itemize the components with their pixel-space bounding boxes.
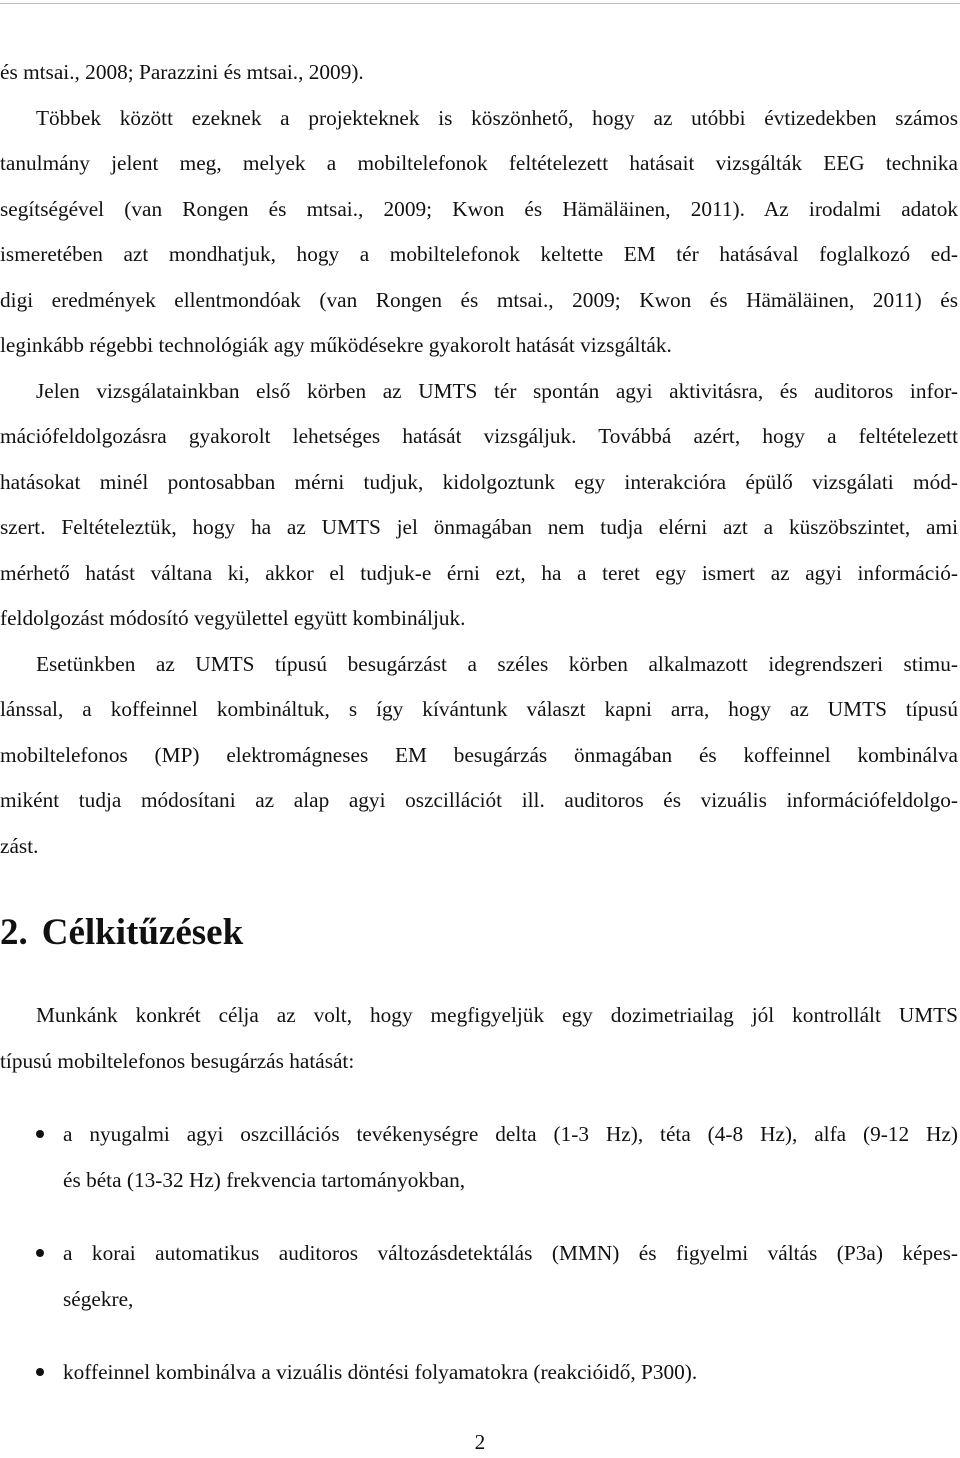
text-line: Esetünkben az UMTS típusú besugárzást a széles körben alkalmazott idegrendszeri stimu- (36, 651, 958, 676)
text-line: mobiltelefonos (MP) elektromágneses EM besugárzás önmagában és koffeinnel kombinálva (0, 742, 958, 767)
text-line: Jelen vizsgálatainkban első körben az UMTS tér spontán agyi aktivitásra, és auditoros infor- (36, 378, 958, 403)
text-line: és mtsai., 2008; Parazzini és mtsai., 2009). (0, 60, 364, 84)
text-line: leginkább régebbi technológiák agy működésekre gyakorolt hatását vizsgálták. (0, 333, 672, 357)
text-line: mérhető hatást váltana ki, akkor el tudjuk-e érni ezt, ha a teret egy ismert az agyi információ- (0, 560, 958, 585)
section-number: 2. (0, 912, 28, 953)
paragraph-caffeine (0, 642, 958, 870)
paragraph-continuation (0, 50, 958, 96)
text-line: lánssal, a koffeinnel kombináltuk, s így kívántunk választ kapni arra, hogy az UMTS típusú (0, 697, 958, 721)
text-line: mációfeldolgozásra gyakorolt lehetséges hatását vizsgáljuk. Továbbá azért, hogy a feltételezett (0, 424, 958, 448)
bullet-icon (36, 1368, 44, 1376)
section-title: Célkitűzések (41, 912, 244, 953)
list-item (0, 1231, 958, 1322)
text-line: digi eredmények ellentmondóak (van Rongen és mtsai., 2009; Kwon és Hämäläinen, 2011) és (0, 287, 958, 312)
bullet-icon (36, 1249, 44, 1257)
text-line: koffeinnel kombinálva a vizuális döntési folyamatokra (reakcióidő, P300). (63, 1360, 698, 1384)
page-body (0, 50, 958, 1396)
text-line: feldolgozást módosító vegyülettel együtt kombináljuk. (0, 606, 466, 630)
text-line: a korai automatikus auditoros változásdetektálás (MMN) és figyelmi váltás (P3a) képes- (63, 1241, 958, 1265)
text-line: Többek között ezeknek a projekteknek is köszönhető, hogy az utóbbi évtizedekben számos (36, 105, 958, 130)
text-line: típusú mobiltelefonos besugárzás hatását: (0, 1048, 355, 1073)
text-line: tanulmány jelent meg, melyek a mobiltelefonok feltételezett hatásait vizsgálták EEG technika (0, 151, 958, 175)
section-heading (0, 903, 958, 963)
paragraph-aim (0, 993, 958, 1084)
text-line: és béta (13-32 Hz) frekvencia tartományokban, (63, 1167, 466, 1192)
text-line: segítségével (van Rongen és mtsai., 2009; Kwon és Hämäläinen, 2011). Az irodalmi adatok (0, 196, 958, 221)
page-number: 2 (474, 1430, 486, 1454)
page-top-rule (0, 3, 960, 4)
bullet-icon (36, 1130, 44, 1138)
text-line: ismeretében azt mondhatjuk, hogy a mobiltelefonok keltette EM tér hatásával foglalkozó ed- (0, 242, 958, 266)
paragraph-current-study (0, 369, 958, 642)
text-line: hatásokat minél pontosabban mérni tudjuk, kidolgoztunk egy interakcióra épülő vizsgálati mód- (0, 469, 958, 494)
text-line: ségekre, (63, 1286, 134, 1311)
text-line: zást. (0, 833, 39, 858)
text-line: miként tudja módosítani az alap agyi oszcillációt ill. auditoros és vizuális információfeldolgo- (0, 788, 958, 812)
text-line: szert. Feltételeztük, hogy ha az UMTS jel önmagában nem tudja elérni azt a küszöbszintet, ami (0, 515, 958, 539)
paragraph-projects (0, 96, 958, 369)
text-line: Munkánk konkrét célja az volt, hogy megfigyeljük egy dozimetriailag jól kontrollált UMTS (36, 1003, 958, 1027)
list-item (0, 1112, 958, 1203)
aims-list (0, 1112, 958, 1396)
text-line: a nyugalmi agyi oszcillációs tevékenységre delta (1-3 Hz), téta (4-8 Hz), alfa (9-12 Hz) (63, 1122, 958, 1146)
list-item (0, 1350, 958, 1396)
